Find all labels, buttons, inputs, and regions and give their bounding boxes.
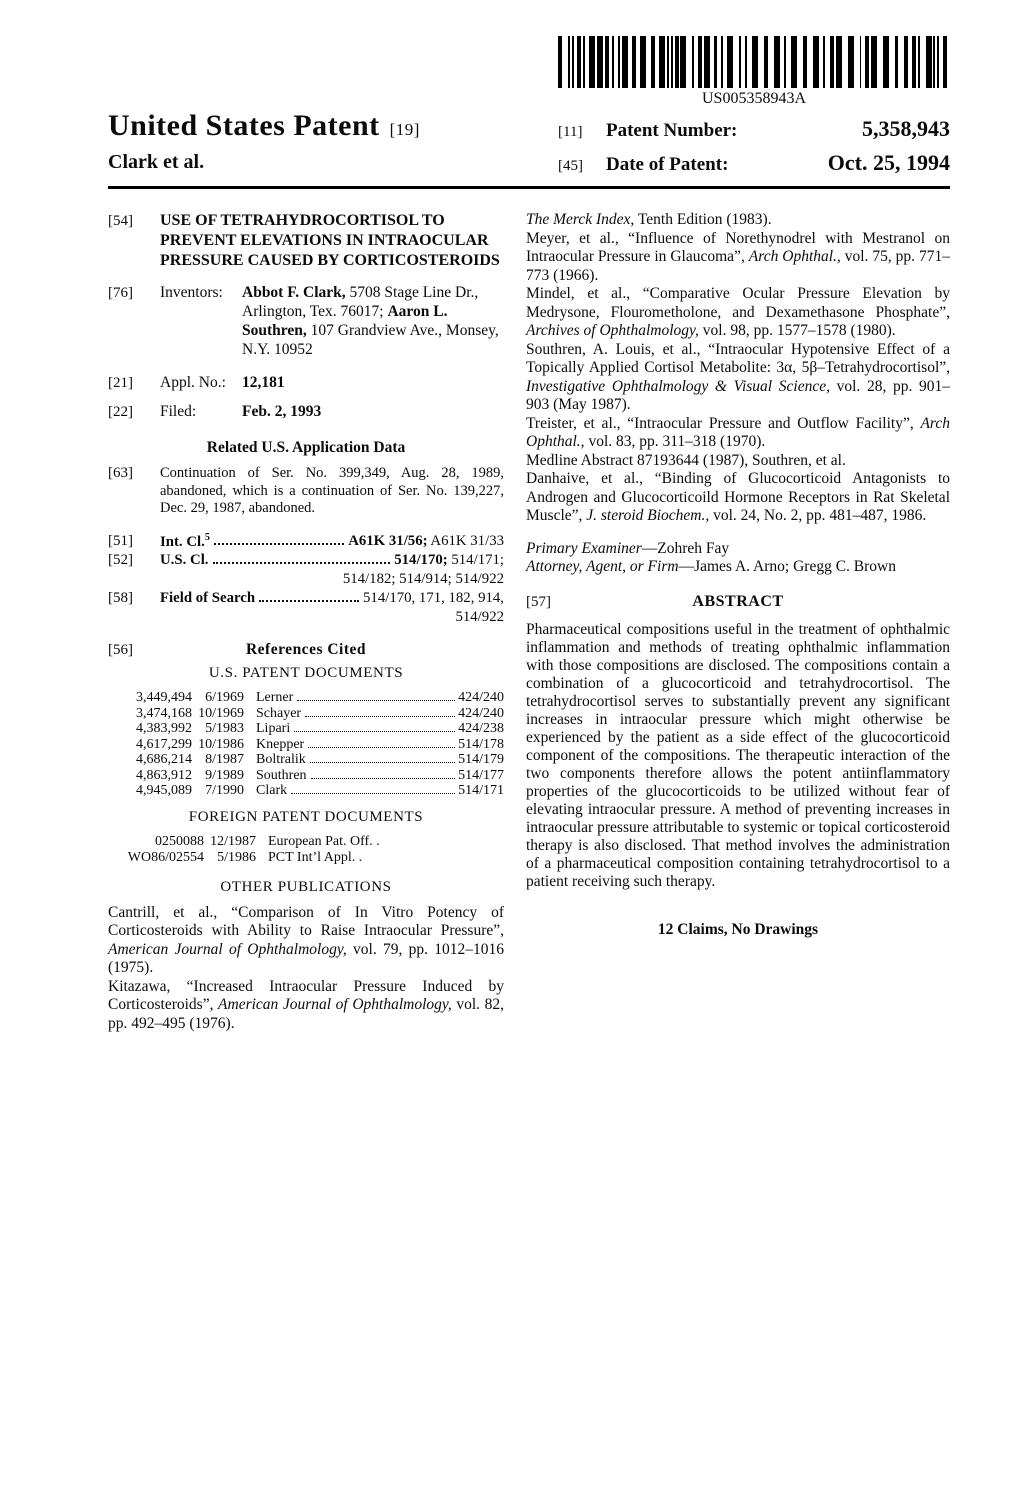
- table-row: [108, 834, 504, 851]
- publication-reference: Mindel, et al., “Comparative Ocular Pressure Elevation by Medrysone, Flourometholone, and Dexamethasone Phosphate”, Archives of Ophthalmology, vol. 98, pp. 1577–1578 (1980).: [526, 285, 950, 339]
- barcode: [558, 36, 950, 88]
- foreign-patent-documents-heading: FOREIGN PATENT DOCUMENTS: [188, 808, 424, 825]
- patent-class: 514/171: [458, 783, 504, 799]
- publication-reference: Meyer, et al., “Influence of Norethynodrel with Mestranol on Intraocular Pressure in Glaucoma”, Arch Ophthal., vol. 75, pp. 771–773 (1966).: [526, 229, 950, 284]
- related-data-heading: Related U.S. Application Data: [206, 439, 406, 456]
- patent-date: 10/1969: [198, 705, 244, 721]
- patent-inventor: Knepper: [256, 736, 305, 752]
- table-row: [108, 768, 504, 784]
- appl-no-label: Appl. No.:: [160, 374, 226, 391]
- table-row: [108, 783, 504, 799]
- header-right: [558, 36, 950, 176]
- table-row: [108, 721, 504, 737]
- abstract-heading: [526, 593, 950, 611]
- appl-no-value: 12,181: [242, 374, 285, 391]
- us-cl-value: 514/170; 514/171;: [394, 552, 504, 569]
- kicker-54: [54]: [108, 213, 133, 229]
- dot-leader: [259, 600, 359, 602]
- publication-reference: Kitazawa, “Increased Intraocular Pressure Induced by Corticosteroids”, American Journal of Ophthalmology, vol. 82, pp. 492–495 (1976).: [108, 977, 504, 1032]
- patent-date-label: Date of Patent:: [606, 154, 729, 175]
- inventor-2-address: 107 Grandview Ave., Monsey, N.Y. 10952: [242, 322, 499, 358]
- patent-date: 5/1983: [205, 721, 244, 737]
- inventors-body: [160, 283, 504, 359]
- patent-number-label: Patent Number:: [606, 120, 738, 141]
- barcode-number: US005358943A: [701, 90, 806, 107]
- inventor-1-address: 5708 Stage Line Dr., Arlington, Tex. 76017;: [242, 284, 479, 320]
- page-title: [108, 109, 420, 143]
- field-of-search-section: [108, 589, 504, 627]
- abstract-title: ABSTRACT: [692, 592, 784, 610]
- appl-no-body: [160, 373, 504, 392]
- patent-authors: Clark et al.: [108, 151, 205, 173]
- patent-number: WO86/02554: [127, 850, 204, 866]
- table-row: [108, 706, 504, 722]
- kicker-52: [52]: [108, 552, 133, 569]
- patent-date: 5/1986: [217, 850, 256, 866]
- kicker-57: [57]: [526, 593, 551, 610]
- kicker-11: [11]: [558, 124, 583, 140]
- patent-number: 4,383,992: [136, 721, 192, 737]
- invention-title-section: [108, 211, 504, 271]
- related-data-text: Continuation of Ser. No. 399,349, Aug. 28, 1989, abandoned, which is a continuation of Ser. No. 139,227, Dec. 29, 1987, abandoned.: [160, 465, 504, 516]
- patent-inventor: Schayer: [256, 705, 302, 721]
- patent-class: 514/178: [458, 736, 504, 752]
- field-of-search-body: [160, 589, 504, 627]
- int-cl-row: [160, 528, 504, 552]
- patent-class: 514/179: [458, 752, 504, 768]
- patent-class: 514/177: [458, 767, 504, 783]
- field-of-search-label: Field of Search: [160, 590, 256, 607]
- dot-leader: [214, 543, 344, 545]
- publication-reference: Cantrill, et al., “Comparison of In Vitro Potency of Corticosteroids with Ability to Raise Intraocular Pressure”, American Journal of Ophthalmology, vol. 79, pp. 1012–1016 (1975).: [108, 903, 504, 977]
- abstract-text: Pharmaceutical compositions useful in the treatment of ophthalmic inflammation and methods of treating ophthalmic inflammation with those compositions are disclosed. The compositions contain a combination of a glucocorticoid and tetrahydrocortisol. The tetrahydrocortisol serves to substantially prevent any significant increases in intraocular pressure which might otherwise be experienced by the patient as a side effect of the glucocorticoid component of the compositions. The therapeutic interaction of the two components therefore allows the potent antiinflammatory properties of the glucocorticoids to be utilized without fear of elevating intraocular pressure. A method of preventing increases in intraocular pressure attributable to systemic or topical corticosteroid therapy is also disclosed. That method involves the administration of a pharmaceutical composition containing tetrahydrocortisol to a patient receiving such therapy.: [526, 620, 950, 890]
- field-of-search-continuation: 514/922: [455, 609, 504, 626]
- int-cl-sup: 5: [204, 531, 210, 543]
- dot-leader: [294, 731, 455, 732]
- patent-date: 6/1969: [205, 690, 244, 706]
- kicker-21: [21]: [108, 375, 133, 391]
- filed-section: [108, 402, 504, 421]
- filed-value: Feb. 2, 1993: [242, 403, 322, 420]
- foreign-patent-documents-table: [108, 834, 504, 867]
- other-publications-heading: OTHER PUBLICATIONS: [220, 878, 392, 895]
- us-cl-row: [160, 551, 504, 570]
- references-cited-heading: [108, 641, 504, 659]
- inventors-section: [108, 283, 504, 359]
- patent-office: European Pat. Off. .: [268, 833, 380, 849]
- field-of-search-value: 514/170, 171, 182, 914,: [363, 590, 504, 607]
- left-column: [108, 211, 504, 1033]
- patent-date: 7/1990: [205, 783, 244, 799]
- patent-office-title: United States Patent: [108, 109, 380, 142]
- patent-date: 12/1987: [210, 833, 256, 849]
- patent-number: 3,474,168: [136, 705, 192, 721]
- kicker-22: [22]: [108, 404, 133, 420]
- publication-reference: Medline Abstract 87193644 (1987), Southren, et al.: [526, 451, 846, 469]
- right-column: [526, 211, 950, 1033]
- patent-date: 8/1987: [205, 752, 244, 768]
- patent-number: 0250088: [155, 833, 204, 849]
- dot-leader: [305, 716, 455, 717]
- header: [108, 36, 950, 176]
- kicker-76: [76]: [108, 285, 133, 301]
- patent-date: 10/1986: [198, 736, 244, 752]
- page-content: [108, 36, 950, 1033]
- us-patent-documents-heading: U.S. PATENT DOCUMENTS: [208, 665, 404, 682]
- patent-class: 424/238: [458, 721, 504, 737]
- inventors-value: [242, 283, 504, 359]
- filed-body: [160, 402, 504, 421]
- claims-note: 12 Claims, No Drawings: [657, 920, 819, 938]
- publication-reference: Danhaive, et al., “Binding of Glucocorticoid Antagonists to Androgen and Glucocorticoild Hormone Receptors in Rat Skeletal Muscle”, J. steroid Biochem., vol. 24, No. 2, pp. 481–487, 1986.: [526, 470, 950, 524]
- us-patent-documents-table: [108, 690, 504, 799]
- patent-number: 3,449,494: [136, 690, 192, 706]
- kicker-63: [63]: [108, 465, 133, 481]
- us-cl-section: [108, 551, 504, 589]
- table-row: [108, 690, 504, 706]
- dot-leader: [291, 793, 455, 794]
- kicker-19: [19]: [389, 120, 420, 139]
- invention-title: USE OF TETRAHYDROCORTISOL TO PREVENT ELEVATIONS IN INTRAOCULAR PRESSURE CAUSED BY CORTICOSTEROIDS: [160, 212, 500, 269]
- publication-reference: The Merck Index, Tenth Edition (1983).: [526, 211, 772, 228]
- patent-class: 424/240: [458, 690, 504, 706]
- us-cl-continuation: 514/182; 514/914; 514/922: [342, 571, 504, 588]
- patent-inventor: Lerner: [256, 690, 294, 706]
- table-row: [108, 850, 504, 867]
- primary-examiner-line: Primary Examiner—Zohreh Fay: [526, 539, 730, 557]
- kicker-58: [58]: [108, 590, 133, 607]
- table-row: [108, 752, 504, 768]
- us-cl-label: U.S. Cl.: [160, 552, 209, 569]
- kicker-45: [45]: [558, 158, 583, 174]
- kicker-56: [56]: [108, 642, 133, 659]
- patent-date-value: Oct. 25, 1994: [827, 150, 950, 175]
- patent-class: 424/240: [458, 705, 504, 721]
- dot-leader: [297, 700, 455, 701]
- dot-leader: [310, 762, 455, 763]
- related-data-section: [108, 465, 504, 518]
- references-cited-title: References Cited: [245, 641, 367, 659]
- dot-leader: [311, 778, 456, 779]
- patent-inventor: Lipari: [256, 721, 291, 737]
- header-left: [108, 109, 420, 176]
- patent-inventor: Southren: [256, 767, 307, 783]
- field-of-search-row: [160, 589, 504, 608]
- us-cl-body: [160, 551, 504, 589]
- patent-number: 4,863,912: [136, 767, 192, 783]
- inventors-label: Inventors:: [160, 284, 223, 301]
- patent-number: 4,617,299: [136, 736, 192, 752]
- table-row: [108, 737, 504, 753]
- patent-inventor: Boltralik: [256, 752, 306, 768]
- inventor-2-name: Aaron L. Southren,: [242, 303, 448, 339]
- patent-office: PCT Int’l Appl. .: [268, 850, 363, 866]
- patent-date: 9/1989: [205, 767, 244, 783]
- inventor-1-name: Abbot F. Clark,: [242, 284, 346, 301]
- patent-number: 4,945,089: [136, 783, 192, 799]
- publication-reference: Treister, et al., “Intraocular Pressure and Outflow Facility”, Arch Ophthal., vol. 83, pp. 311–318 (1970).: [526, 414, 950, 450]
- patent-date-row: [558, 150, 950, 176]
- patent-inventor: Clark: [256, 783, 288, 799]
- patent-number: 4,686,214: [136, 752, 192, 768]
- patent-number-value: 5,358,943: [862, 116, 950, 141]
- kicker-51: [51]: [108, 533, 133, 550]
- body-columns: [108, 211, 950, 1033]
- publication-reference: Southren, A. Louis, et al., “Intraocular Hypotensive Effect of a Topically Applied Cortisol Metabolite: 3α, 5β–Tetrahydrocortisol”, Investigative Ophthalmology & Visual Science, vol. 28, pp. 901–903 (May 1987).: [526, 340, 950, 413]
- header-divider: [108, 186, 950, 189]
- attorney-line: Attorney, Agent, or Firm—James A. Arno; Gregg C. Brown: [526, 558, 896, 575]
- dot-leader: [213, 562, 391, 564]
- int-cl-value: A61K 31/56; A61K 31/33: [348, 533, 504, 550]
- patent-number-row: [558, 116, 950, 142]
- int-cl-section: [108, 528, 504, 552]
- filed-label: Filed:: [160, 403, 197, 420]
- dot-leader: [308, 747, 455, 748]
- int-cl-label: Int. Cl.$^5$: [160, 531, 210, 550]
- appl-no-section: [108, 373, 504, 392]
